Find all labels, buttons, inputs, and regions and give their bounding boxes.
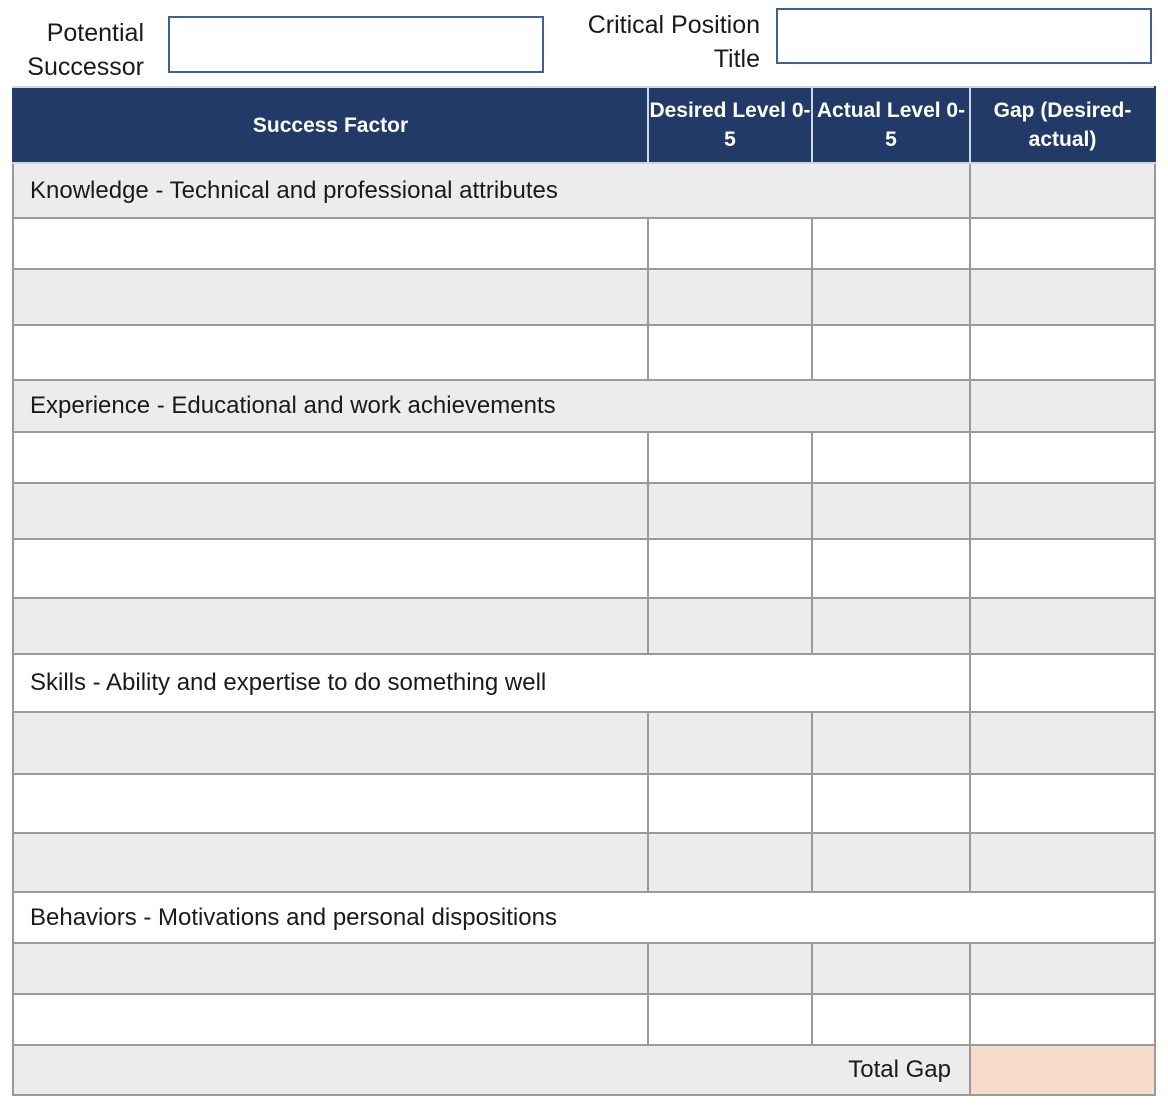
potential-successor-label: Potential Successor [27,19,144,81]
gap-cell[interactable] [970,712,1155,774]
total-gap-label: Total Gap [13,1045,970,1095]
actual-level-cell[interactable] [812,432,970,483]
success-factor-cell[interactable] [13,539,648,598]
critical-position-title-input[interactable] [776,8,1152,64]
gap-cell[interactable] [970,654,1155,712]
desired-level-cell[interactable] [648,539,812,598]
table-row [13,833,1155,892]
gap-cell[interactable] [970,774,1155,833]
success-factor-cell[interactable] [13,712,648,774]
actual-level-cell[interactable] [812,269,970,325]
column-header-success-factor: Success Factor [13,87,648,163]
table-row [13,539,1155,598]
category-label-knowledge: Knowledge - Technical and professional attributes [13,163,970,218]
category-row-behaviors [13,892,1155,943]
success-factor-table [12,86,1156,1096]
table-row [13,218,1155,269]
success-factor-cell[interactable] [13,994,648,1045]
critical-position-title-label: Critical Position Title [587,11,760,73]
table-row [13,943,1155,994]
actual-level-cell[interactable] [812,325,970,380]
actual-level-cell[interactable] [812,598,970,654]
potential-successor-input[interactable] [168,16,544,73]
success-factor-cell[interactable] [13,432,648,483]
table-header-row [13,87,1155,163]
desired-level-cell[interactable] [648,483,812,539]
table-row [13,325,1155,380]
actual-level-cell[interactable] [812,483,970,539]
gap-cell[interactable] [970,598,1155,654]
desired-level-cell[interactable] [648,325,812,380]
desired-level-cell[interactable] [648,774,812,833]
gap-cell[interactable] [970,269,1155,325]
gap-cell[interactable] [970,325,1155,380]
desired-level-cell[interactable] [648,269,812,325]
desired-level-cell[interactable] [648,943,812,994]
table-row [13,269,1155,325]
table-row [13,712,1155,774]
gap-cell[interactable] [970,943,1155,994]
actual-level-cell[interactable] [812,218,970,269]
desired-level-cell[interactable] [648,833,812,892]
total-gap-value[interactable] [970,1045,1155,1095]
success-factor-cell[interactable] [13,774,648,833]
actual-level-cell[interactable] [812,994,970,1045]
table-row [13,774,1155,833]
actual-level-cell[interactable] [812,774,970,833]
actual-level-cell[interactable] [812,943,970,994]
table-row [13,432,1155,483]
gap-cell[interactable] [970,483,1155,539]
total-row [13,1045,1155,1095]
success-factor-cell[interactable] [13,598,648,654]
gap-cell[interactable] [970,432,1155,483]
gap-cell[interactable] [970,163,1155,218]
column-header-desired-level: Desired Level 0-5 [648,87,812,163]
table-row [13,483,1155,539]
success-factor-cell[interactable] [13,483,648,539]
column-header-gap: Gap (Desired-actual) [970,87,1155,163]
category-label-behaviors: Behaviors - Motivations and personal dispositions [13,892,1155,943]
category-row-experience [13,380,1155,432]
actual-level-cell[interactable] [812,712,970,774]
desired-level-cell[interactable] [648,712,812,774]
table-row [13,598,1155,654]
gap-cell[interactable] [970,380,1155,432]
category-label-experience: Experience - Educational and work achievements [13,380,970,432]
gap-cell[interactable] [970,994,1155,1045]
desired-level-cell[interactable] [648,218,812,269]
category-label-skills: Skills - Ability and expertise to do something well [13,654,970,712]
gap-cell[interactable] [970,539,1155,598]
success-factor-cell[interactable] [13,269,648,325]
table-row [13,994,1155,1045]
column-header-actual-level: Actual Level 0-5 [812,87,970,163]
desired-level-cell[interactable] [648,432,812,483]
category-row-skills [13,654,1155,712]
actual-level-cell[interactable] [812,539,970,598]
category-row-knowledge [13,163,1155,218]
success-factor-cell[interactable] [13,833,648,892]
success-factor-cell[interactable] [13,325,648,380]
success-factor-cell[interactable] [13,218,648,269]
desired-level-cell[interactable] [648,598,812,654]
actual-level-cell[interactable] [812,833,970,892]
desired-level-cell[interactable] [648,994,812,1045]
gap-cell[interactable] [970,218,1155,269]
gap-cell[interactable] [970,833,1155,892]
success-factor-cell[interactable] [13,943,648,994]
